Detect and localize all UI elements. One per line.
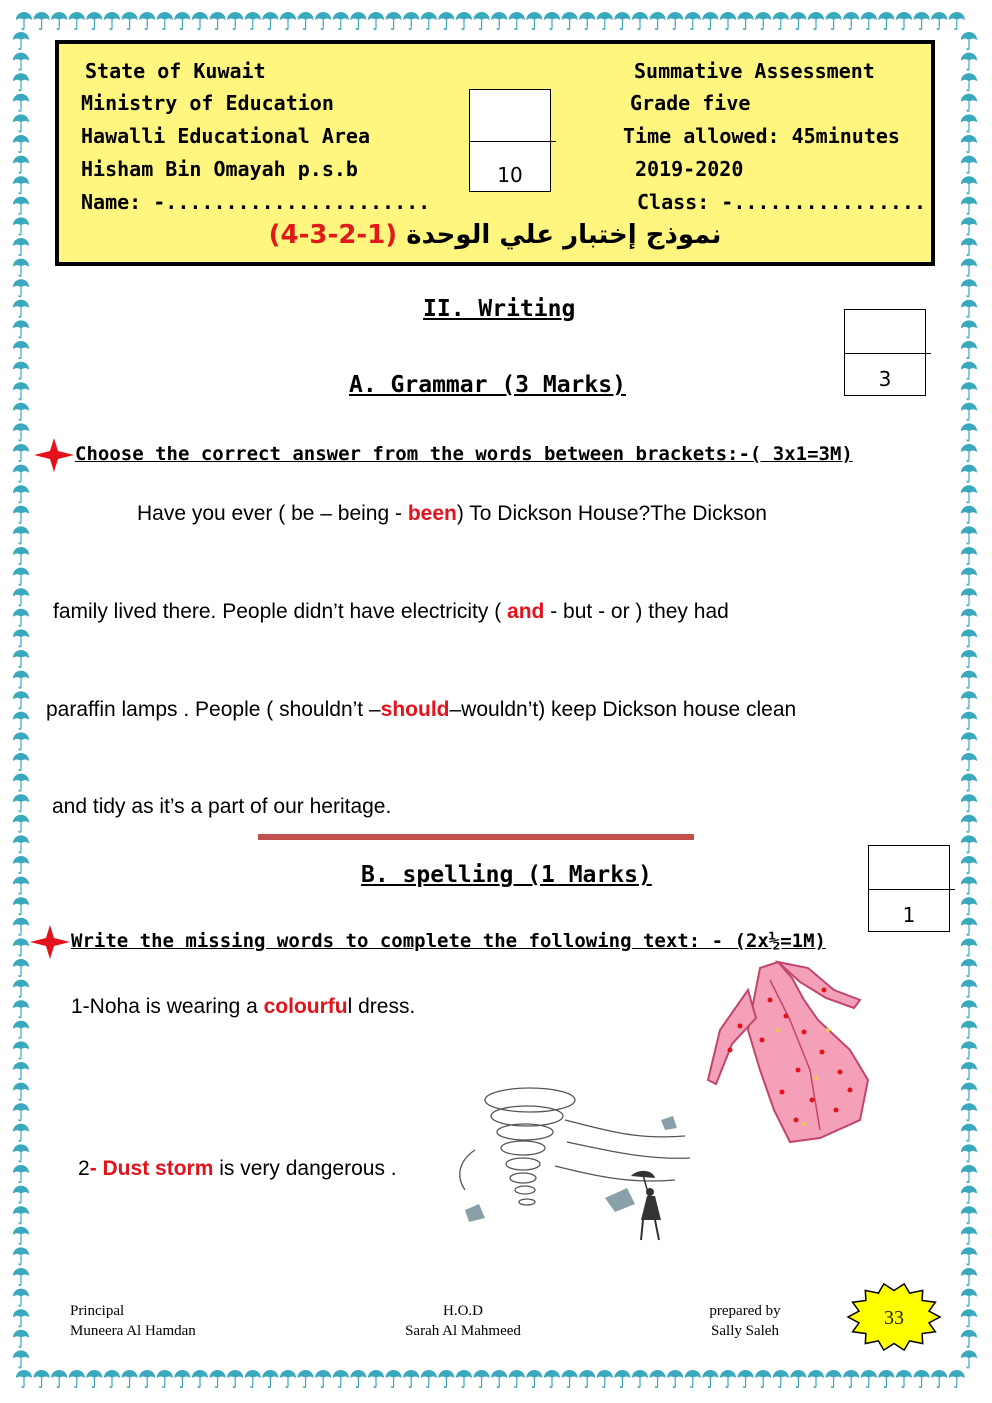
total-score-box [469,89,551,192]
spelling-q2-number: 2 [78,1157,90,1180]
spelling-question-1 [71,995,415,1019]
spelling-q1-post: l dress. [347,995,416,1018]
spelling-answer-1: colourfu [263,995,348,1018]
header-time: Time allowed: 45minutes [623,124,900,148]
grammar-answer-2: and [507,600,545,623]
grammar-line-3 [46,698,796,722]
section-divider [258,834,694,840]
spelling-answer-2: - Dust storm [89,1157,214,1180]
grammar-line-1-pre: Have you ever ( be – being - [137,502,408,525]
principal-name: Muneera Al Hamdan [70,1323,196,1339]
footer-principal [70,1301,196,1341]
prepared-label: prepared by [709,1303,781,1319]
section-title: II. Writing [423,296,576,322]
spelling-heading: B. spelling (1 Marks) [361,862,652,888]
hod-label: H.O.D [443,1303,483,1319]
grammar-line-3-post: –wouldn’t) keep Dickson house clean [449,698,797,721]
header-year: 2019-2020 [635,157,744,181]
grammar-line-3-pre: paraffin lamps . People ( shouldn’t – [46,698,381,721]
spelling-instruction: Write the missing words to complete the following text: - (2x½=1M) [71,930,826,952]
page-border-left [10,30,32,1370]
prepared-name: Sally Saleh [711,1323,779,1339]
exam-header [55,40,935,266]
total-score: 10 [497,163,523,187]
grammar-line-2-pre: family lived there. People didn’t have electricity ( [53,600,508,623]
header-name-field[interactable]: Name: -...................... [81,190,431,214]
page-number: 33 [884,1307,904,1329]
arabic-title-main: نموذج إختبار علي الوحدة [397,220,722,250]
pink-dress-illustration [700,960,875,1145]
spelling-q1-pre: 1-Noha is wearing a [71,995,264,1018]
spelling-question-2 [78,1157,397,1181]
dust-storm-illustration [455,1080,700,1250]
header-assessment: Summative Assessment [634,59,875,83]
page-number-seal [846,1282,942,1352]
arabic-title-units: (1-2-3-4) [268,220,398,250]
spelling-score-box [868,845,950,932]
grammar-answer-1: been [407,502,457,525]
spelling-score: 1 [902,903,916,927]
grammar-answer-3: should [380,698,450,721]
header-grade: Grade five [630,91,751,115]
grammar-line-2 [53,600,729,624]
star-bullet-icon [34,438,74,472]
grammar-line-4: and tidy as it’s a part of our heritage. [52,795,392,818]
page-border-bottom [14,1368,978,1390]
page-border-right [958,30,980,1370]
header-ministry: Ministry of Education [81,91,334,115]
spelling-q2-post: is very dangerous . [213,1157,397,1180]
header-class-field[interactable]: Class: -................ [637,190,926,214]
header-country: State of Kuwait [85,59,266,83]
page-border-top [14,10,978,32]
hod-name: Sarah Al Mahmeed [405,1323,521,1339]
grammar-instruction: Choose the correct answer from the words between brackets:-( 3x1=3M) [75,443,853,465]
grammar-score-box [844,309,926,396]
arabic-title [59,220,931,250]
footer-hod [398,1301,528,1341]
principal-label: Principal [70,1303,125,1319]
grammar-line-1-post: ) To Dickson House?The Dickson [456,502,767,525]
grammar-line-2-post: - but - or ) they had [544,600,729,623]
footer-prepared [700,1301,790,1341]
grammar-line-1 [137,502,767,526]
grammar-heading: A. Grammar (3 Marks) [349,372,626,398]
grammar-score: 3 [878,367,892,391]
star-bullet-icon [30,925,70,959]
header-area: Hawalli Educational Area [81,124,370,148]
header-school: Hisham Bin Omayah p.s.b [81,157,358,181]
